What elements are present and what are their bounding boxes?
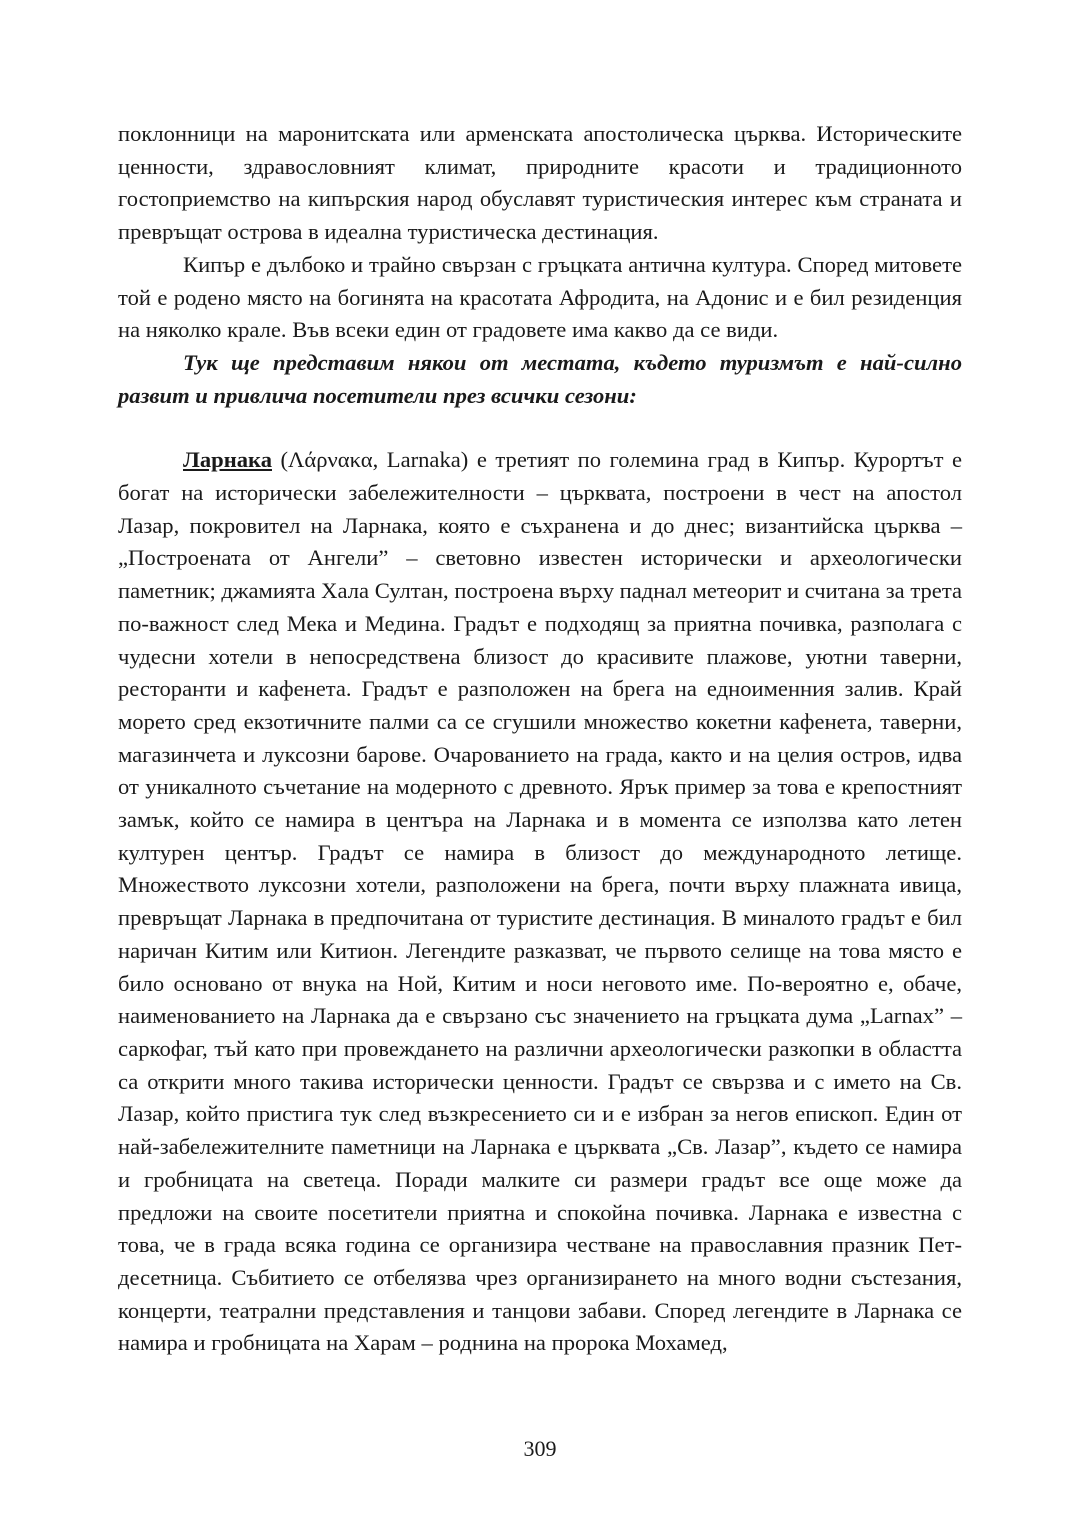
paragraph-spacer bbox=[118, 412, 962, 444]
paragraph-intro-continuation: поклонници на маронитската или арменската апостолическа църква. Историческите ценности, здравословният климат, природните красоти и традиционното гостоприемство на кипърския народ обуславят туристическия интерес към страната и превръщат острова в идеална туристическа дестинация. bbox=[118, 121, 962, 245]
paragraph-larnaka bbox=[118, 444, 962, 1360]
paragraph-section-intro: Тук ще представим някои от местата, където туризмът е най-силно развит и привлича посетители през всички сезони: bbox=[118, 349, 962, 408]
page-body bbox=[118, 118, 962, 1360]
larnaka-description: (Λάρνακα, Larnaka) е третият по големина град в Кипър. Курортът е богат на исторически забележителности – църквата, построени в чест на апостол Лазар, покровител на Ларнака, която е съхранена и до днес; византийска църква – „Построената от Ангели” – световно известен исторически и археологически паметник; джамията Хала Султан, построена върху паднал метеорит и считана за трета по-важност след Мека и Медина. Градът е подходящ за приятна почивка, разполага с чудесни хотели в непосредствена близост до красивите плажове, уютни таверни, ресторанти и кафенета. Градът е разположен на брега на едноименния залив. Край морето сред екзотичните палми са се сгушили множество кокетни кафенета, таверни, магазинчета и луксозни барове. Очарованието на града, както и на целия остров, идва от уникалното съчетание на модерното с древното. Ярък пример за това е крепостният замък, който се намира в центъра на Ларнака и в момента се използва като летен културен център. Градът се намира в близост до международното летище. Множеството луксозни хотели, разположени на брега, почти върху плажната ивица, превръщат Ларнака в предпочитана от туристите дестинация. В миналото градът е бил наричан Китим или Китион. Легендите разказват, че първото селище на това място е било основано от внука на Ной, Китим и носи неговото име. По-вероятно е, обаче, наименованието на Ларнака да е свързано със значението на гръцката дума „Larnax” – саркофаг, тъй като при провеждането на различни археологически разкопки в областта са открити много такива исторически ценности. Градът се свързва и с името на Св. Лазар, който пристига тук след възкресението си и е избран за негов епископ. Един от най-забележителните паметници на Ларнака е църквата „Св. Лазар”, където се намира и гробницата на светеца. Поради малките си размери градът все още може да предложи на своите посетители приятна и спокойна почивка. Ларнака е известна с това, че в града всяка година се организира честване на православния празник Петдесетница. Събитието се отбелязва чрез организирането на много водни състезания, концерти, театрални представления и танцови забави. Според легендите в Ларнака се намира и гробницата на Харам – роднина на пророка Мохамед, bbox=[118, 447, 962, 1356]
paragraph-greek-culture: Кипър е дълбоко и трайно свързан с гръцката антична култура. Според митовете той е родено място на богинята на красотата Афродита, на Адонис и е бил резиденция на няколко крале. Във всеки един от градовете има какво да се види. bbox=[118, 251, 962, 343]
page-number: 309 bbox=[523, 1436, 557, 1461]
larnaka-heading-term: Ларнака bbox=[183, 447, 272, 473]
